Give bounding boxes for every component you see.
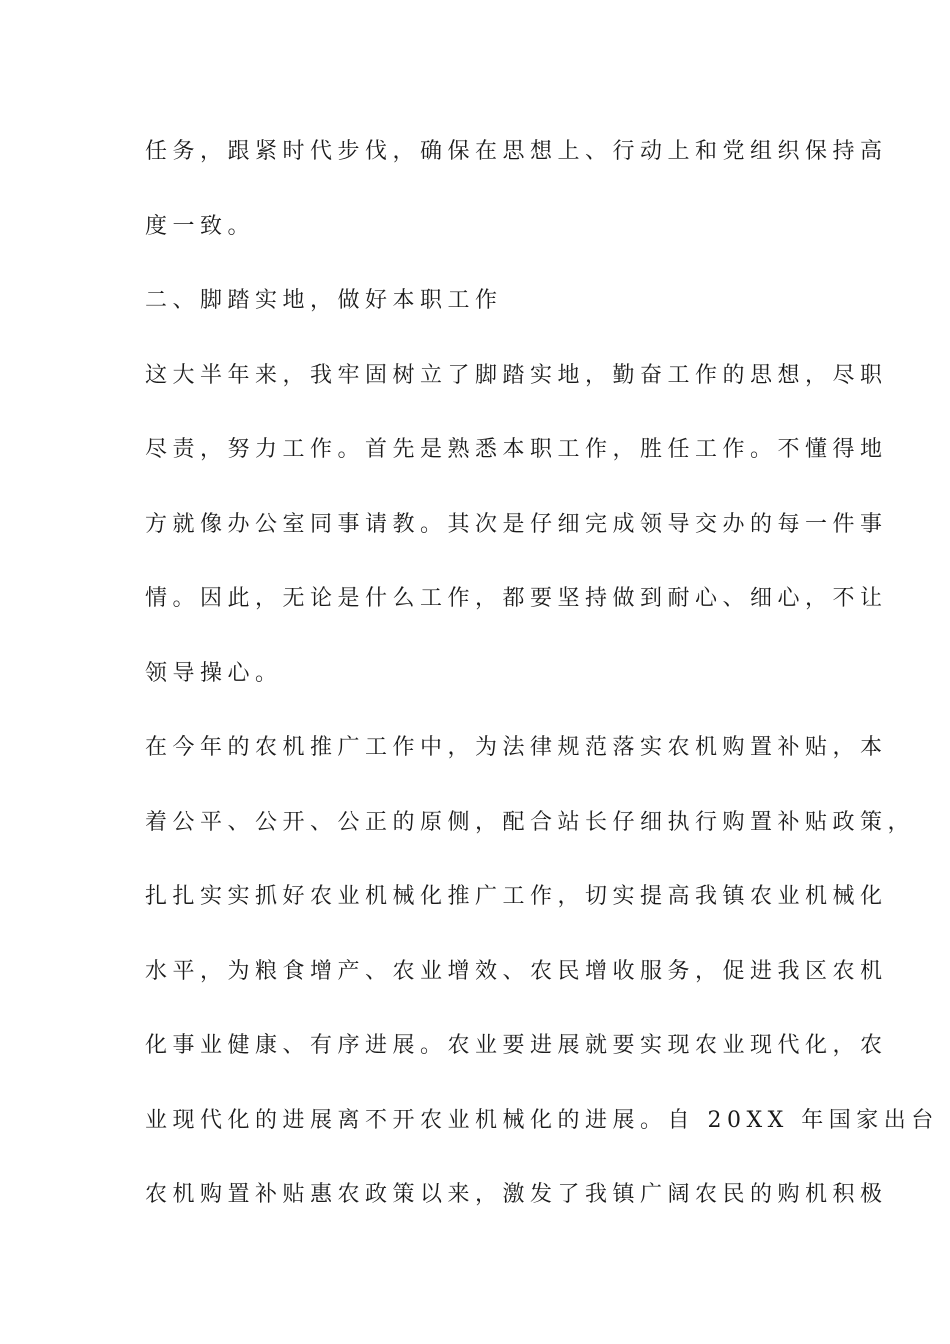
paragraph-line: 尽责，努力工作。首先是熟悉本职工作，胜任工作。不懂得地: [145, 437, 888, 462]
paragraph-line: 在今年的农机推广工作中，为法律规范落实农机购置补贴，本: [145, 735, 888, 760]
paragraph-line: 领导操心。: [145, 661, 283, 686]
paragraph-line: 情。因此，无论是什么工作，都要坚持做到耐心、细心，不让: [145, 586, 888, 611]
paragraph-line: 化事业健康、有序进展。农业要进展就要实现农业现代化，农: [145, 1033, 888, 1058]
paragraph-line: 农机购置补贴惠农政策以来，激发了我镇广阔农民的购机积极: [145, 1182, 888, 1207]
paragraph-line: 度一致。: [145, 214, 256, 239]
paragraph-line: 任务，跟紧时代步伐，确保在思想上、行动上和党组织保持高: [145, 139, 888, 164]
paragraph-line: 这大半年来，我牢固树立了脚踏实地，勤奋工作的思想，尽职: [145, 363, 888, 388]
paragraph-line: 方就像办公室同事请教。其次是仔细完成领导交办的每一件事: [145, 512, 888, 537]
paragraph-line: 着公平、公开、公正的原侧，配合站长仔细执行购置补贴政策，: [145, 810, 916, 835]
paragraph-line: 业现代化的进展离不开农业机械化的进展。自 20XX 年国家出台: [145, 1108, 939, 1133]
paragraph-line: 扎扎实实抓好农业机械化推广工作，切实提高我镇农业机械化: [145, 884, 888, 909]
section-heading: 二、脚踏实地，做好本职工作: [145, 288, 503, 313]
paragraph-line: 水平，为粮食增产、农业增效、农民增收服务，促进我区农机: [145, 959, 888, 984]
